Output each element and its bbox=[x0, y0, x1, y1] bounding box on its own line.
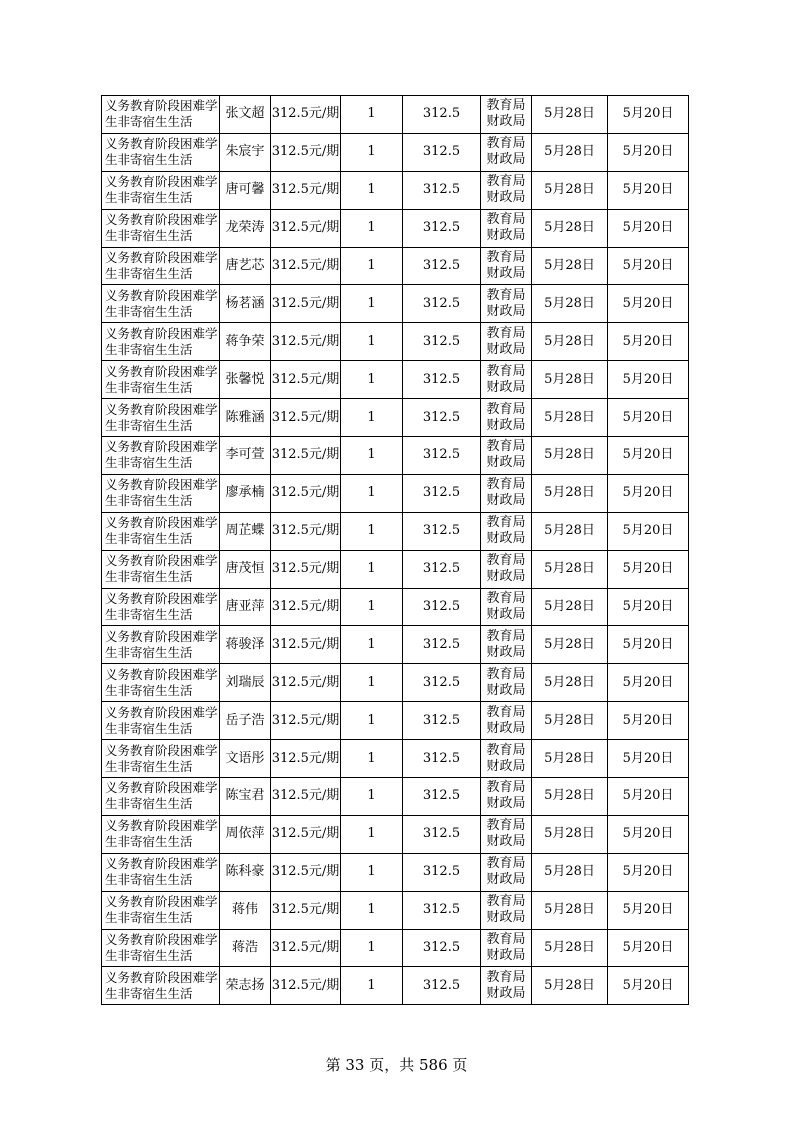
date2-cell: 5月20日 bbox=[608, 437, 689, 475]
item-cell: 义务教育阶段困难学生非寄宿生生活 bbox=[102, 437, 220, 475]
standard-cell: 312.5元/期 bbox=[271, 171, 341, 209]
standard-cell: 312.5元/期 bbox=[271, 323, 341, 361]
item-cell: 义务教育阶段困难学生非寄宿生生活 bbox=[102, 96, 220, 134]
name-cell: 朱宸宇 bbox=[220, 133, 271, 171]
date2-cell: 5月20日 bbox=[608, 133, 689, 171]
count-cell: 1 bbox=[341, 247, 403, 285]
standard-cell: 312.5元/期 bbox=[271, 361, 341, 399]
department-cell: 教育局财政局 bbox=[481, 815, 532, 853]
count-cell: 1 bbox=[341, 853, 403, 891]
date2-cell: 5月20日 bbox=[608, 588, 689, 626]
name-cell: 唐可馨 bbox=[220, 171, 271, 209]
date1-cell: 5月28日 bbox=[532, 133, 608, 171]
amount-cell: 312.5 bbox=[403, 967, 481, 1005]
table-row bbox=[102, 474, 689, 512]
department-cell: 教育局财政局 bbox=[481, 323, 532, 361]
amount-cell: 312.5 bbox=[403, 285, 481, 323]
name-cell: 廖承楠 bbox=[220, 474, 271, 512]
count-cell: 1 bbox=[341, 96, 403, 134]
count-cell: 1 bbox=[341, 323, 403, 361]
amount-cell: 312.5 bbox=[403, 323, 481, 361]
standard-cell: 312.5元/期 bbox=[271, 702, 341, 740]
amount-cell: 312.5 bbox=[403, 853, 481, 891]
table-row bbox=[102, 664, 689, 702]
item-cell: 义务教育阶段困难学生非寄宿生生活 bbox=[102, 702, 220, 740]
table-row bbox=[102, 171, 689, 209]
department-cell: 教育局财政局 bbox=[481, 133, 532, 171]
date2-cell: 5月20日 bbox=[608, 891, 689, 929]
date1-cell: 5月28日 bbox=[532, 437, 608, 475]
department-cell: 教育局财政局 bbox=[481, 96, 532, 134]
date2-cell: 5月20日 bbox=[608, 399, 689, 437]
date2-cell: 5月20日 bbox=[608, 626, 689, 664]
name-cell: 杨茗涵 bbox=[220, 285, 271, 323]
department-cell: 教育局财政局 bbox=[481, 664, 532, 702]
amount-cell: 312.5 bbox=[403, 399, 481, 437]
item-cell: 义务教育阶段困难学生非寄宿生生活 bbox=[102, 588, 220, 626]
date2-cell: 5月20日 bbox=[608, 702, 689, 740]
name-cell: 张文超 bbox=[220, 96, 271, 134]
item-cell: 义务教育阶段困难学生非寄宿生生活 bbox=[102, 853, 220, 891]
count-cell: 1 bbox=[341, 285, 403, 323]
name-cell: 龙荣涛 bbox=[220, 209, 271, 247]
standard-cell: 312.5元/期 bbox=[271, 626, 341, 664]
date1-cell: 5月28日 bbox=[532, 247, 608, 285]
count-cell: 1 bbox=[341, 171, 403, 209]
standard-cell: 312.5元/期 bbox=[271, 778, 341, 816]
name-cell: 唐茂恒 bbox=[220, 550, 271, 588]
amount-cell: 312.5 bbox=[403, 815, 481, 853]
date2-cell: 5月20日 bbox=[608, 929, 689, 967]
count-cell: 1 bbox=[341, 437, 403, 475]
date1-cell: 5月28日 bbox=[532, 361, 608, 399]
department-cell: 教育局财政局 bbox=[481, 550, 532, 588]
department-cell: 教育局财政局 bbox=[481, 740, 532, 778]
item-cell: 义务教育阶段困难学生非寄宿生生活 bbox=[102, 512, 220, 550]
table-row bbox=[102, 96, 689, 134]
department-cell: 教育局财政局 bbox=[481, 626, 532, 664]
item-cell: 义务教育阶段困难学生非寄宿生生活 bbox=[102, 474, 220, 512]
table-row bbox=[102, 626, 689, 664]
table-row bbox=[102, 285, 689, 323]
date1-cell: 5月28日 bbox=[532, 209, 608, 247]
standard-cell: 312.5元/期 bbox=[271, 588, 341, 626]
name-cell: 蒋争荣 bbox=[220, 323, 271, 361]
item-cell: 义务教育阶段困难学生非寄宿生生活 bbox=[102, 891, 220, 929]
date1-cell: 5月28日 bbox=[532, 853, 608, 891]
department-cell: 教育局财政局 bbox=[481, 512, 532, 550]
date1-cell: 5月28日 bbox=[532, 740, 608, 778]
department-cell: 教育局财政局 bbox=[481, 437, 532, 475]
amount-cell: 312.5 bbox=[403, 474, 481, 512]
name-cell: 唐艺芯 bbox=[220, 247, 271, 285]
amount-cell: 312.5 bbox=[403, 929, 481, 967]
count-cell: 1 bbox=[341, 209, 403, 247]
department-cell: 教育局财政局 bbox=[481, 209, 532, 247]
date2-cell: 5月20日 bbox=[608, 247, 689, 285]
amount-cell: 312.5 bbox=[403, 437, 481, 475]
department-cell: 教育局财政局 bbox=[481, 361, 532, 399]
item-cell: 义务教育阶段困难学生非寄宿生生活 bbox=[102, 740, 220, 778]
standard-cell: 312.5元/期 bbox=[271, 929, 341, 967]
count-cell: 1 bbox=[341, 967, 403, 1005]
item-cell: 义务教育阶段困难学生非寄宿生生活 bbox=[102, 399, 220, 437]
table-row bbox=[102, 437, 689, 475]
date1-cell: 5月28日 bbox=[532, 929, 608, 967]
item-cell: 义务教育阶段困难学生非寄宿生生活 bbox=[102, 209, 220, 247]
table-row bbox=[102, 361, 689, 399]
amount-cell: 312.5 bbox=[403, 550, 481, 588]
item-cell: 义务教育阶段困难学生非寄宿生生活 bbox=[102, 778, 220, 816]
date2-cell: 5月20日 bbox=[608, 361, 689, 399]
date2-cell: 5月20日 bbox=[608, 323, 689, 361]
amount-cell: 312.5 bbox=[403, 891, 481, 929]
standard-cell: 312.5元/期 bbox=[271, 247, 341, 285]
count-cell: 1 bbox=[341, 550, 403, 588]
table-row bbox=[102, 550, 689, 588]
table-row bbox=[102, 512, 689, 550]
count-cell: 1 bbox=[341, 133, 403, 171]
standard-cell: 312.5元/期 bbox=[271, 285, 341, 323]
department-cell: 教育局财政局 bbox=[481, 891, 532, 929]
date1-cell: 5月28日 bbox=[532, 171, 608, 209]
count-cell: 1 bbox=[341, 399, 403, 437]
table-row bbox=[102, 702, 689, 740]
date2-cell: 5月20日 bbox=[608, 285, 689, 323]
date1-cell: 5月28日 bbox=[532, 891, 608, 929]
count-cell: 1 bbox=[341, 891, 403, 929]
table-row bbox=[102, 740, 689, 778]
amount-cell: 312.5 bbox=[403, 664, 481, 702]
item-cell: 义务教育阶段困难学生非寄宿生生活 bbox=[102, 550, 220, 588]
name-cell: 陈科豪 bbox=[220, 853, 271, 891]
item-cell: 义务教育阶段困难学生非寄宿生生活 bbox=[102, 929, 220, 967]
department-cell: 教育局财政局 bbox=[481, 702, 532, 740]
count-cell: 1 bbox=[341, 626, 403, 664]
name-cell: 文语彤 bbox=[220, 740, 271, 778]
date2-cell: 5月20日 bbox=[608, 664, 689, 702]
table-row bbox=[102, 778, 689, 816]
name-cell: 周依萍 bbox=[220, 815, 271, 853]
table-row bbox=[102, 133, 689, 171]
count-cell: 1 bbox=[341, 664, 403, 702]
amount-cell: 312.5 bbox=[403, 702, 481, 740]
department-cell: 教育局财政局 bbox=[481, 247, 532, 285]
item-cell: 义务教育阶段困难学生非寄宿生生活 bbox=[102, 361, 220, 399]
standard-cell: 312.5元/期 bbox=[271, 853, 341, 891]
name-cell: 荣志扬 bbox=[220, 967, 271, 1005]
department-cell: 教育局财政局 bbox=[481, 474, 532, 512]
item-cell: 义务教育阶段困难学生非寄宿生生活 bbox=[102, 626, 220, 664]
standard-cell: 312.5元/期 bbox=[271, 133, 341, 171]
amount-cell: 312.5 bbox=[403, 512, 481, 550]
amount-cell: 312.5 bbox=[403, 626, 481, 664]
name-cell: 岳子浩 bbox=[220, 702, 271, 740]
item-cell: 义务教育阶段困难学生非寄宿生生活 bbox=[102, 323, 220, 361]
date2-cell: 5月20日 bbox=[608, 853, 689, 891]
date2-cell: 5月20日 bbox=[608, 209, 689, 247]
date1-cell: 5月28日 bbox=[532, 702, 608, 740]
count-cell: 1 bbox=[341, 512, 403, 550]
date1-cell: 5月28日 bbox=[532, 474, 608, 512]
name-cell: 蒋浩 bbox=[220, 929, 271, 967]
item-cell: 义务教育阶段困难学生非寄宿生生活 bbox=[102, 815, 220, 853]
count-cell: 1 bbox=[341, 474, 403, 512]
standard-cell: 312.5元/期 bbox=[271, 815, 341, 853]
department-cell: 教育局财政局 bbox=[481, 171, 532, 209]
department-cell: 教育局财政局 bbox=[481, 778, 532, 816]
table-row bbox=[102, 815, 689, 853]
item-cell: 义务教育阶段困难学生非寄宿生生活 bbox=[102, 664, 220, 702]
name-cell: 陈雅涵 bbox=[220, 399, 271, 437]
standard-cell: 312.5元/期 bbox=[271, 474, 341, 512]
department-cell: 教育局财政局 bbox=[481, 399, 532, 437]
item-cell: 义务教育阶段困难学生非寄宿生生活 bbox=[102, 171, 220, 209]
amount-cell: 312.5 bbox=[403, 588, 481, 626]
count-cell: 1 bbox=[341, 588, 403, 626]
date2-cell: 5月20日 bbox=[608, 967, 689, 1005]
count-cell: 1 bbox=[341, 815, 403, 853]
date2-cell: 5月20日 bbox=[608, 778, 689, 816]
item-cell: 义务教育阶段困难学生非寄宿生生活 bbox=[102, 285, 220, 323]
table-row bbox=[102, 399, 689, 437]
name-cell: 陈宝君 bbox=[220, 778, 271, 816]
standard-cell: 312.5元/期 bbox=[271, 891, 341, 929]
standard-cell: 312.5元/期 bbox=[271, 740, 341, 778]
standard-cell: 312.5元/期 bbox=[271, 437, 341, 475]
count-cell: 1 bbox=[341, 702, 403, 740]
date1-cell: 5月28日 bbox=[532, 967, 608, 1005]
standard-cell: 312.5元/期 bbox=[271, 209, 341, 247]
amount-cell: 312.5 bbox=[403, 171, 481, 209]
amount-cell: 312.5 bbox=[403, 96, 481, 134]
department-cell: 教育局财政局 bbox=[481, 929, 532, 967]
date1-cell: 5月28日 bbox=[532, 550, 608, 588]
department-cell: 教育局财政局 bbox=[481, 588, 532, 626]
standard-cell: 312.5元/期 bbox=[271, 399, 341, 437]
date2-cell: 5月20日 bbox=[608, 474, 689, 512]
page-footer: 第 33 页，共 586 页 bbox=[325, 1056, 468, 1074]
subsidy-table bbox=[101, 95, 689, 1005]
table-body bbox=[102, 96, 689, 1005]
name-cell: 周芷蝶 bbox=[220, 512, 271, 550]
table-row bbox=[102, 853, 689, 891]
date2-cell: 5月20日 bbox=[608, 740, 689, 778]
standard-cell: 312.5元/期 bbox=[271, 512, 341, 550]
date1-cell: 5月28日 bbox=[532, 399, 608, 437]
table-row bbox=[102, 247, 689, 285]
amount-cell: 312.5 bbox=[403, 247, 481, 285]
date1-cell: 5月28日 bbox=[532, 778, 608, 816]
name-cell: 蒋伟 bbox=[220, 891, 271, 929]
name-cell: 李可萱 bbox=[220, 437, 271, 475]
table-row bbox=[102, 967, 689, 1005]
date2-cell: 5月20日 bbox=[608, 512, 689, 550]
name-cell: 刘瑞辰 bbox=[220, 664, 271, 702]
standard-cell: 312.5元/期 bbox=[271, 550, 341, 588]
name-cell: 唐亚萍 bbox=[220, 588, 271, 626]
table-row bbox=[102, 588, 689, 626]
date1-cell: 5月28日 bbox=[532, 96, 608, 134]
item-cell: 义务教育阶段困难学生非寄宿生生活 bbox=[102, 247, 220, 285]
date1-cell: 5月28日 bbox=[532, 626, 608, 664]
count-cell: 1 bbox=[341, 778, 403, 816]
table-row bbox=[102, 891, 689, 929]
department-cell: 教育局财政局 bbox=[481, 853, 532, 891]
table-row bbox=[102, 209, 689, 247]
count-cell: 1 bbox=[341, 929, 403, 967]
date1-cell: 5月28日 bbox=[532, 815, 608, 853]
amount-cell: 312.5 bbox=[403, 778, 481, 816]
date2-cell: 5月20日 bbox=[608, 550, 689, 588]
amount-cell: 312.5 bbox=[403, 740, 481, 778]
standard-cell: 312.5元/期 bbox=[271, 96, 341, 134]
table-row bbox=[102, 323, 689, 361]
item-cell: 义务教育阶段困难学生非寄宿生生活 bbox=[102, 133, 220, 171]
date1-cell: 5月28日 bbox=[532, 323, 608, 361]
date1-cell: 5月28日 bbox=[532, 285, 608, 323]
table-row bbox=[102, 929, 689, 967]
name-cell: 蒋骏泽 bbox=[220, 626, 271, 664]
date1-cell: 5月28日 bbox=[532, 664, 608, 702]
department-cell: 教育局财政局 bbox=[481, 285, 532, 323]
date1-cell: 5月28日 bbox=[532, 512, 608, 550]
name-cell: 张馨悦 bbox=[220, 361, 271, 399]
date1-cell: 5月28日 bbox=[532, 588, 608, 626]
standard-cell: 312.5元/期 bbox=[271, 664, 341, 702]
amount-cell: 312.5 bbox=[403, 361, 481, 399]
department-cell: 教育局财政局 bbox=[481, 967, 532, 1005]
amount-cell: 312.5 bbox=[403, 133, 481, 171]
date2-cell: 5月20日 bbox=[608, 815, 689, 853]
amount-cell: 312.5 bbox=[403, 209, 481, 247]
standard-cell: 312.5元/期 bbox=[271, 967, 341, 1005]
item-cell: 义务教育阶段困难学生非寄宿生生活 bbox=[102, 967, 220, 1005]
count-cell: 1 bbox=[341, 361, 403, 399]
date2-cell: 5月20日 bbox=[608, 171, 689, 209]
count-cell: 1 bbox=[341, 740, 403, 778]
date2-cell: 5月20日 bbox=[608, 96, 689, 134]
